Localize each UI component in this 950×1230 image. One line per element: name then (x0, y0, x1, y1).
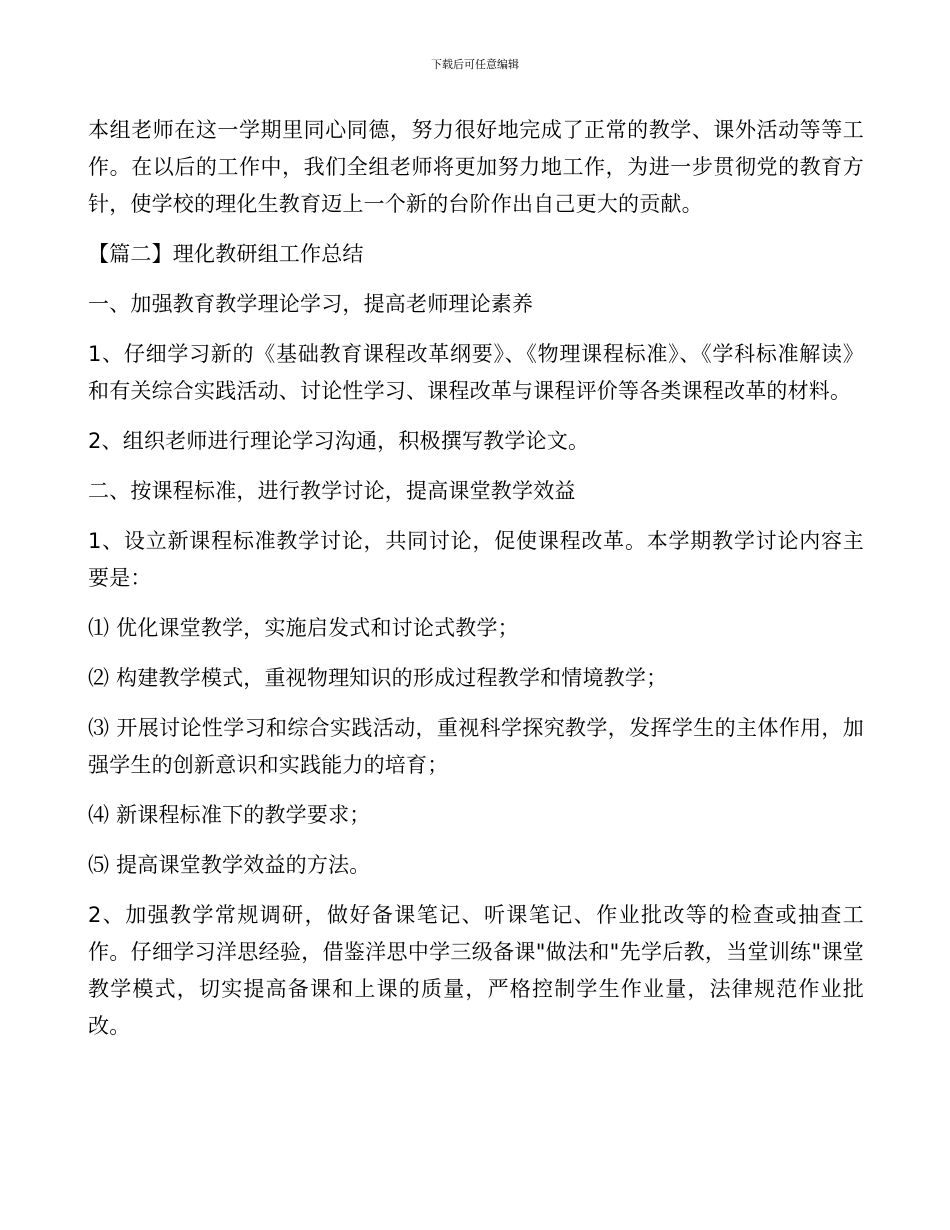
page-header: 下载后可任意编辑 (431, 58, 519, 71)
list-item: ⑵ 构建教学模式，重视物理知识的形成过程教学和情境教学； (88, 666, 668, 690)
list-item: ⑶ 开展讨论性学习和综合实践活动，重视科学探究教学，发挥学生的主体作用，加强学生的创新意识和实践能力的培育； (88, 716, 864, 777)
list-item: ⑴ 优化课堂教学，实施启发式和讨论式教学； (88, 616, 519, 640)
heading-part-two: 二、按课程标准，进行教学讨论，提高课堂教学效益 (88, 479, 576, 503)
paragraph-item: 1、设立新课程标准教学讨论，共同讨论，促使课程改革。本学期教学讨论内容主要是： (88, 529, 864, 590)
paragraph-conclusion: 本组老师在这一学期里同心同德，努力很好地完成了正常的教学、课外活动等等工作。在以后的工作中，我们全组老师将更加努力地工作，为进一步贯彻党的教育方针，使学校的理化生教育迈上一个新的台阶作出自己更大的贡献。 (88, 118, 864, 216)
paragraph-item: 1、仔细学习新的《基础教育课程改革纲要》、《物理课程标准》、《学科标准解读》和有关综合实践活动、讨论性学习、课程改革与课程评价等各类课程改革的材料。 (88, 342, 864, 403)
document-body (88, 112, 864, 1058)
list-item: ⑸ 提高课堂教学效益的方法。 (88, 853, 371, 877)
heading-part-one: 一、加强教育教学理论学习，提高老师理论素养 (88, 292, 534, 316)
list-item: ⑷ 新课程标准下的教学要求； (88, 803, 371, 827)
paragraph-item: 2、加强教学常规调研，做好备课笔记、听课笔记、作业批改等的检查或抽查工作。仔细学习洋思经验，借鉴洋思中学三级备课"做法和"先学后教，当堂训练"课堂教学模式，切实提高备课和上课的质量，严格控制学生作业量，法律规范作业批改。 (88, 903, 864, 1038)
paragraph-item: 2、组织老师进行理论学习沟通，积极撰写教学论文。 (88, 429, 590, 453)
section-title: 【篇二】理化教研组工作总结 (88, 242, 364, 266)
